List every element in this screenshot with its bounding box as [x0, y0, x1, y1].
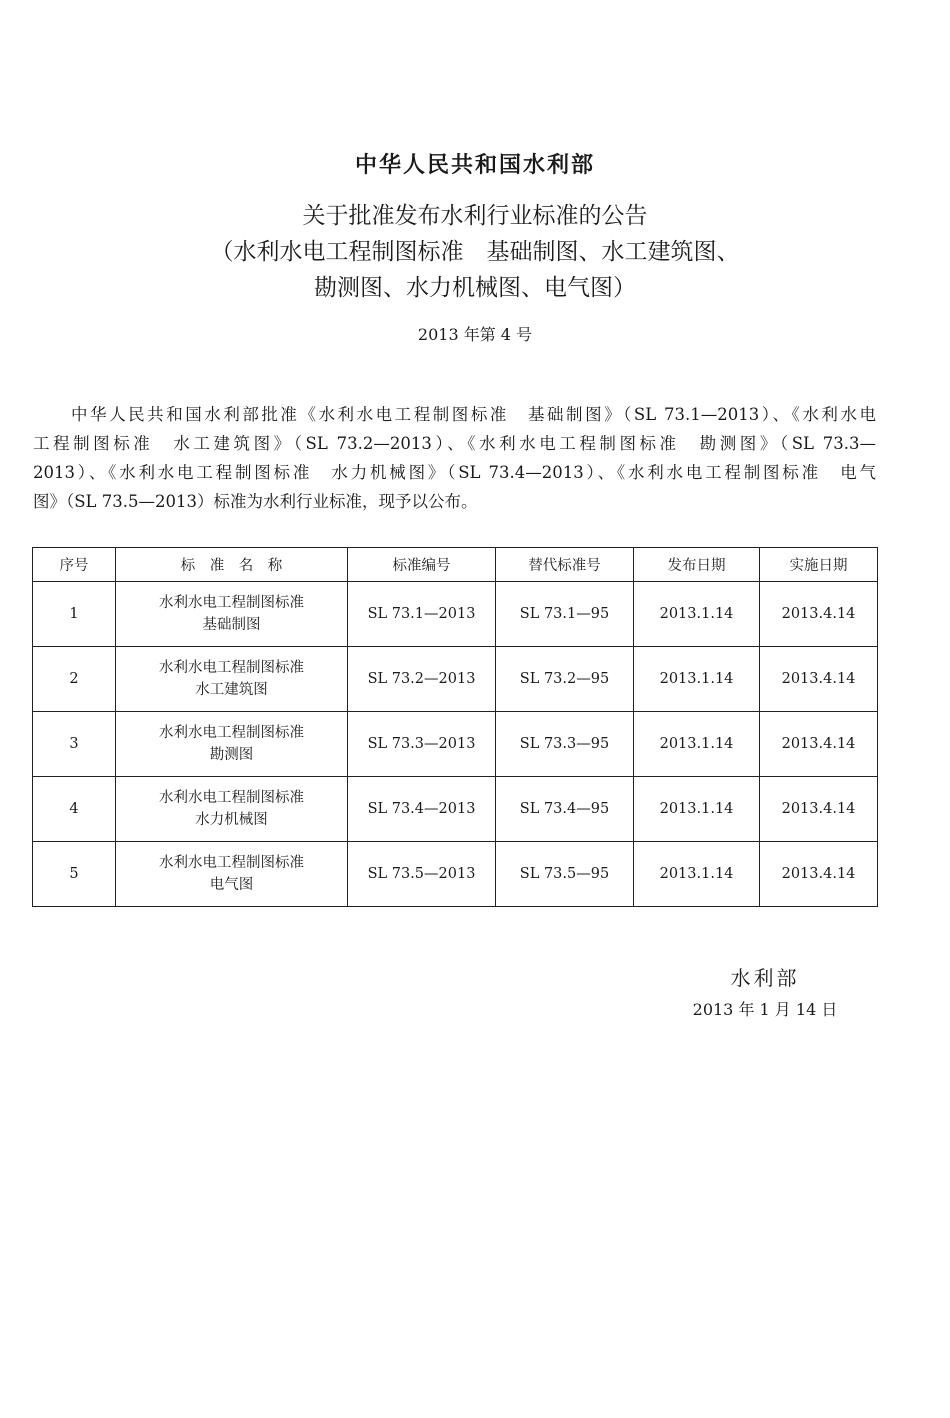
cell-name-line-2: 电气图: [209, 877, 254, 893]
cell-replaces: SL 73.4—95: [496, 777, 634, 842]
header-effective: 实施日期: [760, 548, 878, 582]
cell-name: [116, 647, 348, 712]
title-line-3: 勘测图、水力机械图、电气图）: [314, 275, 636, 301]
header-code: 标准编号: [348, 548, 496, 582]
cell-name-line-1: 水利水电工程制图标准: [159, 855, 304, 871]
signing-organization: 水利部: [730, 966, 800, 990]
cell-code: SL 73.5—2013: [348, 842, 496, 907]
announcement-body: [33, 400, 876, 516]
cell-name-line-1: 水利水电工程制图标准: [159, 660, 304, 676]
cell-issued: 2013.1.14: [634, 647, 760, 712]
cell-effective: 2013.4.14: [760, 712, 878, 777]
cell-name: [116, 777, 348, 842]
header-no: 序号: [33, 548, 116, 582]
table-row: [33, 712, 878, 777]
cell-effective: 2013.4.14: [760, 647, 878, 712]
title-line-1: 关于批准发布水利行业标准的公告: [302, 203, 648, 229]
cell-name-line-2: 勘测图: [209, 747, 254, 763]
ministry-name: 中华人民共和国水利部: [354, 152, 595, 178]
header-replaces: 替代标准号: [496, 548, 634, 582]
body-line-1: 中华人民共和国水利部批准《水利水电工程制图标准 基础制图》（SL 73.1—2013）、《水利水电: [71, 405, 876, 424]
cell-code: SL 73.3—2013: [348, 712, 496, 777]
cell-name-line-1: 水利水电工程制图标准: [159, 725, 304, 741]
header-issued: 发布日期: [634, 548, 760, 582]
body-line-2: 工程制图标准 水工建筑图》（SL 73.2—2013）、《水利水电工程制图标准 勘测图》（SL 73.3—: [33, 434, 876, 453]
table-row: [33, 842, 878, 907]
cell-code: SL 73.2—2013: [348, 647, 496, 712]
cell-effective: 2013.4.14: [760, 582, 878, 647]
cell-code: SL 73.1—2013: [348, 582, 496, 647]
cell-replaces: SL 73.5—95: [496, 842, 634, 907]
cell-no: 1: [33, 582, 116, 647]
cell-no: 5: [33, 842, 116, 907]
cell-issued: 2013.1.14: [634, 777, 760, 842]
cell-name-line-2: 基础制图: [202, 617, 261, 633]
body-line-4: 图》（SL 73.5—2013）标准为水利行业标准，现予以公布。: [33, 492, 478, 511]
signing-date: 2013 年 1 月 14 日: [692, 1000, 838, 1019]
table-header-row: [33, 548, 878, 582]
standards-table: [32, 547, 878, 907]
cell-name-line-2: 水工建筑图: [195, 682, 268, 698]
cell-replaces: SL 73.1—95: [496, 582, 634, 647]
cell-name-line-1: 水利水电工程制图标准: [159, 595, 304, 611]
announcement-title: [0, 198, 950, 306]
cell-issued: 2013.1.14: [634, 712, 760, 777]
signature-block: [690, 962, 840, 1020]
cell-name-line-1: 水利水电工程制图标准: [159, 790, 304, 806]
cell-replaces: SL 73.2—95: [496, 647, 634, 712]
table-row: [33, 647, 878, 712]
issue-number: 2013 年第 4 号: [417, 325, 533, 344]
cell-name: [116, 582, 348, 647]
cell-name-line-2: 水力机械图: [195, 812, 268, 828]
cell-no: 4: [33, 777, 116, 842]
cell-no: 2: [33, 647, 116, 712]
body-line-3: 2013）、《水利水电工程制图标准 水力机械图》（SL 73.4—2013）、《水利水电工程制图标准 电气: [33, 463, 876, 482]
cell-name: [116, 842, 348, 907]
cell-no: 3: [33, 712, 116, 777]
title-line-2: （水利水电工程制图标准 基础制图、水工建筑图、: [210, 239, 740, 265]
cell-name: [116, 712, 348, 777]
cell-issued: 2013.1.14: [634, 582, 760, 647]
table-row: [33, 582, 878, 647]
cell-replaces: SL 73.3—95: [496, 712, 634, 777]
cell-effective: 2013.4.14: [760, 777, 878, 842]
cell-issued: 2013.1.14: [634, 842, 760, 907]
cell-effective: 2013.4.14: [760, 842, 878, 907]
cell-code: SL 73.4—2013: [348, 777, 496, 842]
header-name: 标 准 名 称: [116, 548, 348, 582]
table-row: [33, 777, 878, 842]
